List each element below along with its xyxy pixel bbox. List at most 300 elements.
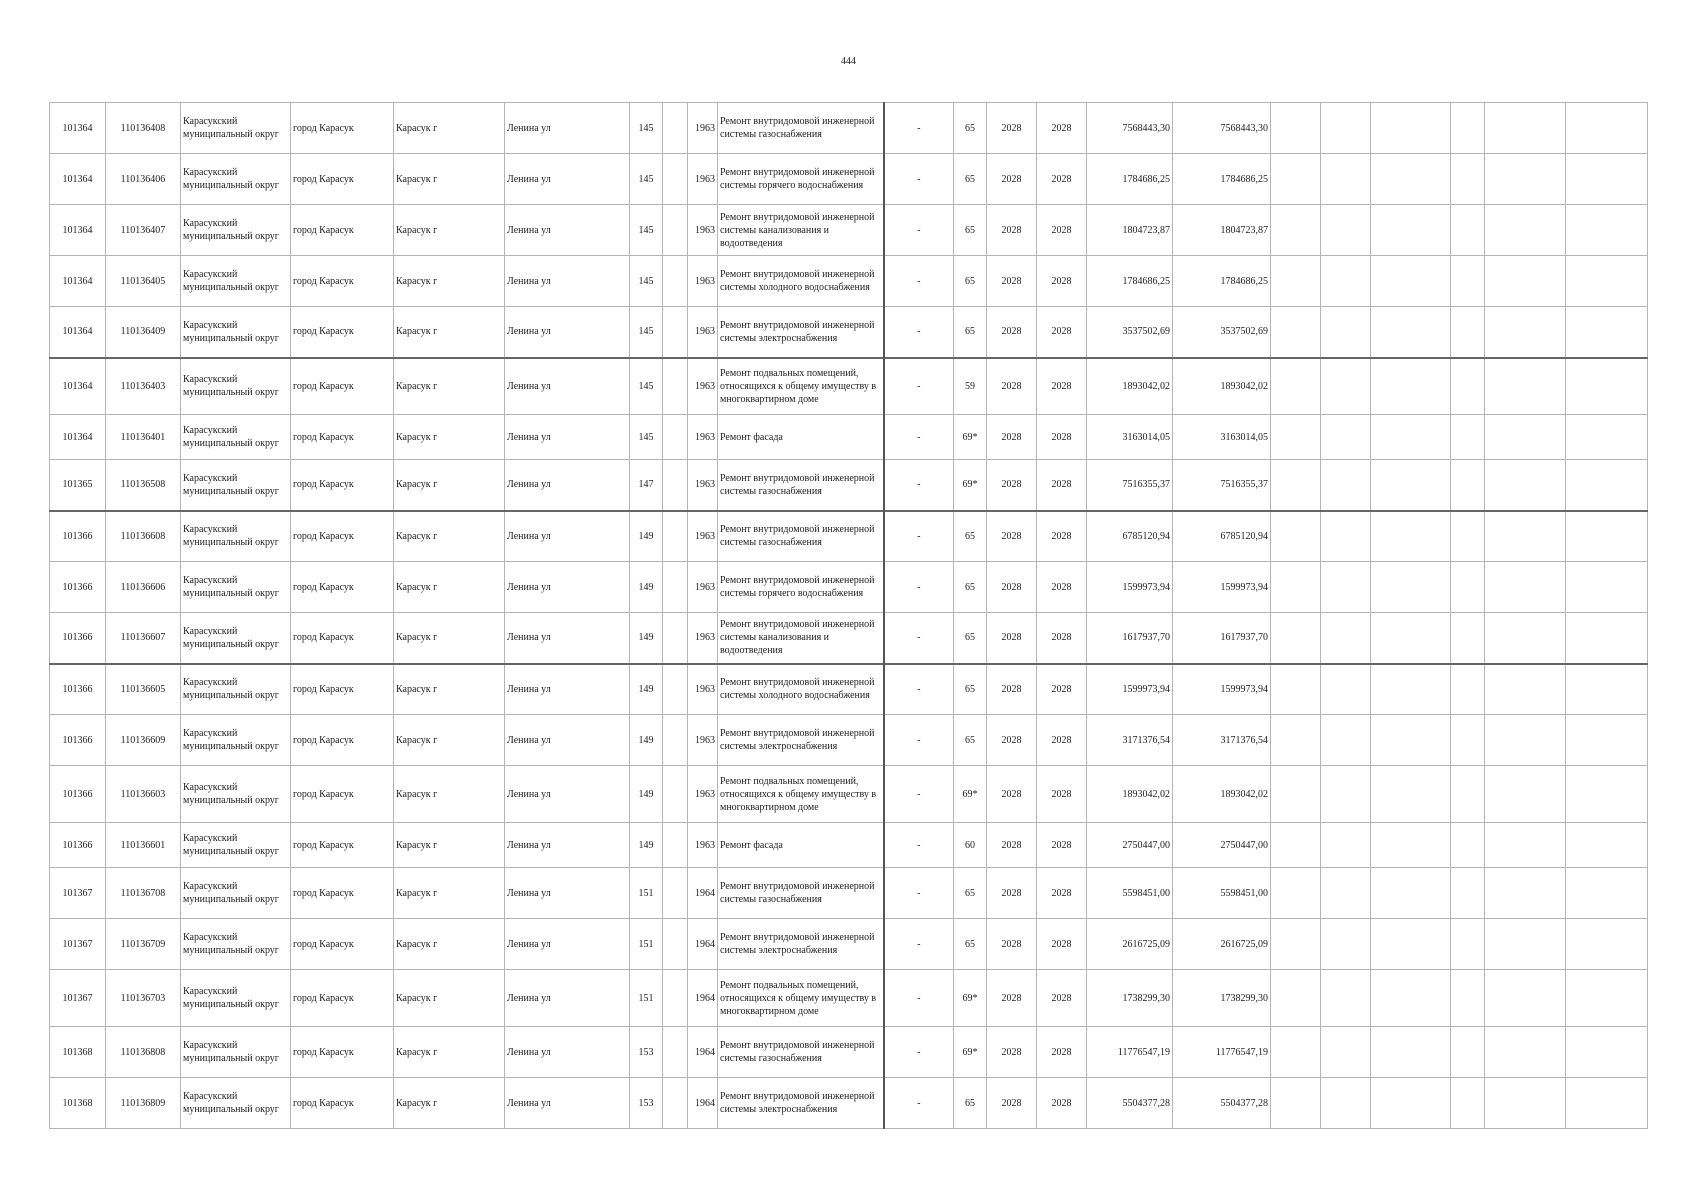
cell-empty: [1371, 970, 1451, 1027]
cell-year-end: 2028: [1037, 205, 1087, 256]
cell-house: 151: [630, 919, 663, 970]
cell-empty: [1566, 664, 1648, 715]
cell-settlement: город Карасук: [291, 664, 394, 715]
cell-work: Ремонт внутридомовой инженерной системы газоснабжения: [718, 103, 884, 154]
cell-empty: [1271, 511, 1321, 562]
cell-street: Ленина ул: [505, 766, 630, 823]
cell-street: Ленина ул: [505, 613, 630, 664]
cell-empty: [1451, 511, 1485, 562]
cell-empty: [1451, 766, 1485, 823]
cell-building: [663, 970, 688, 1027]
cell-empty: [1566, 613, 1648, 664]
cell-empty: [1271, 103, 1321, 154]
cell-locality: Карасук г: [394, 562, 505, 613]
cell-year-end: 2028: [1037, 460, 1087, 511]
cell-settlement: город Карасук: [291, 868, 394, 919]
cell-year-end: 2028: [1037, 103, 1087, 154]
cell-empty: [1451, 613, 1485, 664]
cell-year: 1963: [688, 460, 718, 511]
cell-empty: [1451, 256, 1485, 307]
cell-street: Ленина ул: [505, 103, 630, 154]
table-row: [50, 307, 1648, 358]
cell-total: 1893042,02: [1173, 358, 1271, 415]
table-row: [50, 256, 1648, 307]
cell-term: 65: [954, 715, 987, 766]
cell-code: 110136409: [106, 307, 181, 358]
cell-id: 101364: [50, 307, 106, 358]
cell-total: 1599973,94: [1173, 664, 1271, 715]
cell-empty: [1485, 664, 1566, 715]
cell-empty: [1321, 511, 1371, 562]
cell-year: 1964: [688, 1027, 718, 1078]
cell-locality: Карасук г: [394, 103, 505, 154]
cell-empty: [1566, 1078, 1648, 1129]
cell-year: 1963: [688, 256, 718, 307]
cell-cost: 1617937,70: [1087, 613, 1173, 664]
cell-empty: [1271, 766, 1321, 823]
cell-empty: [1321, 613, 1371, 664]
cell-empty: [1451, 715, 1485, 766]
cell-term: 65: [954, 103, 987, 154]
cell-municipality: Карасукский муниципальный округ: [181, 562, 291, 613]
cell-empty: [1371, 1027, 1451, 1078]
cell-empty: [1451, 868, 1485, 919]
cell-id: 101364: [50, 358, 106, 415]
cell-term: 59: [954, 358, 987, 415]
cell-empty: [1371, 358, 1451, 415]
cell-year: 1963: [688, 358, 718, 415]
cell-code: 110136607: [106, 613, 181, 664]
cell-term: 65: [954, 307, 987, 358]
cell-municipality: Карасукский муниципальный округ: [181, 205, 291, 256]
cell-total: 5504377,28: [1173, 1078, 1271, 1129]
cell-building: [663, 562, 688, 613]
cell-dash: -: [884, 415, 954, 460]
cell-year-end: 2028: [1037, 1078, 1087, 1129]
cell-cost: 1599973,94: [1087, 562, 1173, 613]
cell-settlement: город Карасук: [291, 1027, 394, 1078]
cell-street: Ленина ул: [505, 715, 630, 766]
cell-work: Ремонт фасада: [718, 415, 884, 460]
cell-building: [663, 154, 688, 205]
cell-empty: [1451, 307, 1485, 358]
cell-year-end: 2028: [1037, 562, 1087, 613]
cell-empty: [1371, 823, 1451, 868]
cell-code: 110136407: [106, 205, 181, 256]
cell-empty: [1271, 154, 1321, 205]
cell-empty: [1485, 613, 1566, 664]
table-row: [50, 415, 1648, 460]
cell-street: Ленина ул: [505, 664, 630, 715]
cell-empty: [1321, 205, 1371, 256]
cell-total: 1804723,87: [1173, 205, 1271, 256]
cell-id: 101364: [50, 103, 106, 154]
cell-building: [663, 205, 688, 256]
cell-house: 151: [630, 970, 663, 1027]
cell-year-start: 2028: [987, 664, 1037, 715]
cell-work: Ремонт фасада: [718, 823, 884, 868]
cell-year-start: 2028: [987, 511, 1037, 562]
cell-empty: [1271, 256, 1321, 307]
cell-municipality: Карасукский муниципальный округ: [181, 256, 291, 307]
table-row: [50, 460, 1648, 511]
cell-total: 1893042,02: [1173, 766, 1271, 823]
cell-empty: [1566, 823, 1648, 868]
cell-street: Ленина ул: [505, 970, 630, 1027]
cell-code: 110136508: [106, 460, 181, 511]
cell-municipality: Карасукский муниципальный округ: [181, 1078, 291, 1129]
cell-empty: [1485, 154, 1566, 205]
cell-year: 1963: [688, 562, 718, 613]
cell-dash: -: [884, 766, 954, 823]
cell-house: 147: [630, 460, 663, 511]
cell-empty: [1566, 460, 1648, 511]
cell-municipality: Карасукский муниципальный округ: [181, 766, 291, 823]
cell-year-start: 2028: [987, 868, 1037, 919]
cell-settlement: город Карасук: [291, 970, 394, 1027]
cell-year: 1963: [688, 205, 718, 256]
capital-repair-table: [49, 102, 1648, 1129]
cell-id: 101366: [50, 766, 106, 823]
cell-term: 69*: [954, 415, 987, 460]
cell-year-end: 2028: [1037, 511, 1087, 562]
cell-empty: [1451, 562, 1485, 613]
cell-year-end: 2028: [1037, 1027, 1087, 1078]
cell-house: 149: [630, 511, 663, 562]
cell-id: 101366: [50, 715, 106, 766]
cell-year-end: 2028: [1037, 664, 1087, 715]
cell-cost: 3163014,05: [1087, 415, 1173, 460]
cell-code: 110136809: [106, 1078, 181, 1129]
cell-house: 149: [630, 562, 663, 613]
cell-empty: [1566, 562, 1648, 613]
cell-street: Ленина ул: [505, 1027, 630, 1078]
cell-house: 145: [630, 415, 663, 460]
cell-municipality: Карасукский муниципальный округ: [181, 358, 291, 415]
cell-street: Ленина ул: [505, 1078, 630, 1129]
cell-work: Ремонт подвальных помещений, относящихся к общему имуществу в многоквартирном доме: [718, 970, 884, 1027]
cell-code: 110136708: [106, 868, 181, 919]
cell-year-end: 2028: [1037, 358, 1087, 415]
cell-empty: [1321, 766, 1371, 823]
cell-year: 1963: [688, 103, 718, 154]
cell-dash: -: [884, 511, 954, 562]
cell-total: 11776547,19: [1173, 1027, 1271, 1078]
cell-municipality: Карасукский муниципальный округ: [181, 823, 291, 868]
cell-dash: -: [884, 613, 954, 664]
cell-dash: -: [884, 868, 954, 919]
cell-building: [663, 613, 688, 664]
cell-year-end: 2028: [1037, 613, 1087, 664]
cell-id: 101366: [50, 823, 106, 868]
cell-settlement: город Карасук: [291, 307, 394, 358]
cell-building: [663, 103, 688, 154]
cell-year-end: 2028: [1037, 256, 1087, 307]
cell-year-end: 2028: [1037, 919, 1087, 970]
cell-building: [663, 1027, 688, 1078]
cell-code: 110136606: [106, 562, 181, 613]
cell-work: Ремонт внутридомовой инженерной системы газоснабжения: [718, 1027, 884, 1078]
cell-locality: Карасук г: [394, 460, 505, 511]
cell-year-end: 2028: [1037, 307, 1087, 358]
cell-empty: [1451, 1027, 1485, 1078]
cell-id: 101368: [50, 1078, 106, 1129]
cell-empty: [1566, 415, 1648, 460]
cell-empty: [1271, 868, 1321, 919]
cell-term: 65: [954, 154, 987, 205]
cell-empty: [1566, 256, 1648, 307]
table-row: [50, 103, 1648, 154]
cell-empty: [1371, 415, 1451, 460]
table-row: [50, 511, 1648, 562]
cell-dash: -: [884, 307, 954, 358]
cell-work: Ремонт внутридомовой инженерной системы горячего водоснабжения: [718, 154, 884, 205]
table-row: [50, 823, 1648, 868]
cell-term: 65: [954, 919, 987, 970]
cell-empty: [1271, 562, 1321, 613]
cell-settlement: город Карасук: [291, 919, 394, 970]
cell-street: Ленина ул: [505, 919, 630, 970]
cell-street: Ленина ул: [505, 562, 630, 613]
cell-building: [663, 715, 688, 766]
cell-empty: [1371, 103, 1451, 154]
cell-settlement: город Карасук: [291, 766, 394, 823]
cell-municipality: Карасукский муниципальный округ: [181, 664, 291, 715]
cell-work: Ремонт подвальных помещений, относящихся к общему имуществу в многоквартирном доме: [718, 358, 884, 415]
cell-year: 1963: [688, 664, 718, 715]
table-row: [50, 1078, 1648, 1129]
cell-settlement: город Карасук: [291, 256, 394, 307]
cell-empty: [1451, 460, 1485, 511]
cell-locality: Карасук г: [394, 415, 505, 460]
cell-building: [663, 358, 688, 415]
cell-house: 149: [630, 766, 663, 823]
cell-cost: 3537502,69: [1087, 307, 1173, 358]
cell-cost: 5598451,00: [1087, 868, 1173, 919]
cell-empty: [1451, 103, 1485, 154]
cell-year: 1963: [688, 307, 718, 358]
cell-year: 1963: [688, 511, 718, 562]
cell-municipality: Карасукский муниципальный округ: [181, 868, 291, 919]
cell-empty: [1566, 919, 1648, 970]
cell-empty: [1451, 205, 1485, 256]
cell-year-end: 2028: [1037, 868, 1087, 919]
cell-building: [663, 868, 688, 919]
cell-settlement: город Карасук: [291, 823, 394, 868]
cell-code: 110136405: [106, 256, 181, 307]
cell-term: 65: [954, 868, 987, 919]
cell-municipality: Карасукский муниципальный округ: [181, 970, 291, 1027]
cell-empty: [1271, 307, 1321, 358]
cell-cost: 1599973,94: [1087, 664, 1173, 715]
cell-empty: [1566, 970, 1648, 1027]
cell-year-start: 2028: [987, 415, 1037, 460]
cell-empty: [1371, 766, 1451, 823]
cell-empty: [1321, 103, 1371, 154]
cell-year-start: 2028: [987, 562, 1037, 613]
cell-year-end: 2028: [1037, 766, 1087, 823]
cell-house: 145: [630, 307, 663, 358]
cell-settlement: город Карасук: [291, 1078, 394, 1129]
cell-id: 101364: [50, 205, 106, 256]
cell-empty: [1371, 919, 1451, 970]
cell-settlement: город Карасук: [291, 715, 394, 766]
cell-id: 101365: [50, 460, 106, 511]
cell-building: [663, 256, 688, 307]
table-row: [50, 715, 1648, 766]
cell-empty: [1271, 664, 1321, 715]
cell-empty: [1271, 613, 1321, 664]
cell-year: 1963: [688, 766, 718, 823]
cell-empty: [1271, 1078, 1321, 1129]
cell-year: 1964: [688, 970, 718, 1027]
cell-house: 145: [630, 103, 663, 154]
cell-settlement: город Карасук: [291, 358, 394, 415]
cell-settlement: город Карасук: [291, 154, 394, 205]
cell-empty: [1271, 1027, 1321, 1078]
cell-cost: 5504377,28: [1087, 1078, 1173, 1129]
cell-house: 149: [630, 823, 663, 868]
cell-cost: 7568443,30: [1087, 103, 1173, 154]
cell-code: 110136605: [106, 664, 181, 715]
cell-work: Ремонт внутридомовой инженерной системы канализования и водоотведения: [718, 613, 884, 664]
cell-dash: -: [884, 460, 954, 511]
cell-id: 101364: [50, 256, 106, 307]
cell-total: 1784686,25: [1173, 256, 1271, 307]
cell-municipality: Карасукский муниципальный округ: [181, 511, 291, 562]
cell-house: 145: [630, 358, 663, 415]
cell-dash: -: [884, 154, 954, 205]
cell-year-start: 2028: [987, 970, 1037, 1027]
cell-cost: 1738299,30: [1087, 970, 1173, 1027]
cell-empty: [1566, 715, 1648, 766]
cell-code: 110136608: [106, 511, 181, 562]
cell-street: Ленина ул: [505, 511, 630, 562]
cell-code: 110136603: [106, 766, 181, 823]
cell-year-end: 2028: [1037, 715, 1087, 766]
cell-cost: 1784686,25: [1087, 154, 1173, 205]
table-row: [50, 562, 1648, 613]
cell-empty: [1321, 307, 1371, 358]
cell-work: Ремонт внутридомовой инженерной системы газоснабжения: [718, 511, 884, 562]
cell-municipality: Карасукский муниципальный округ: [181, 103, 291, 154]
cell-locality: Карасук г: [394, 205, 505, 256]
cell-work: Ремонт внутридомовой инженерной системы холодного водоснабжения: [718, 256, 884, 307]
cell-empty: [1371, 562, 1451, 613]
cell-municipality: Карасукский муниципальный округ: [181, 919, 291, 970]
cell-dash: -: [884, 664, 954, 715]
cell-empty: [1485, 970, 1566, 1027]
cell-street: Ленина ул: [505, 415, 630, 460]
cell-empty: [1321, 664, 1371, 715]
cell-street: Ленина ул: [505, 358, 630, 415]
cell-empty: [1271, 919, 1321, 970]
cell-work: Ремонт внутридомовой инженерной системы электроснабжения: [718, 1078, 884, 1129]
cell-empty: [1566, 868, 1648, 919]
cell-empty: [1451, 970, 1485, 1027]
cell-cost: 1784686,25: [1087, 256, 1173, 307]
cell-locality: Карасук г: [394, 766, 505, 823]
cell-locality: Карасук г: [394, 664, 505, 715]
cell-empty: [1451, 823, 1485, 868]
cell-municipality: Карасукский муниципальный округ: [181, 307, 291, 358]
cell-term: 60: [954, 823, 987, 868]
cell-year: 1964: [688, 919, 718, 970]
cell-work: Ремонт внутридомовой инженерной системы горячего водоснабжения: [718, 562, 884, 613]
cell-municipality: Карасукский муниципальный округ: [181, 415, 291, 460]
cell-empty: [1485, 205, 1566, 256]
cell-house: 145: [630, 205, 663, 256]
cell-municipality: Карасукский муниципальный округ: [181, 1027, 291, 1078]
cell-locality: Карасук г: [394, 1027, 505, 1078]
cell-term: 65: [954, 562, 987, 613]
cell-empty: [1451, 415, 1485, 460]
cell-total: 6785120,94: [1173, 511, 1271, 562]
cell-work: Ремонт подвальных помещений, относящихся к общему имуществу в многоквартирном доме: [718, 766, 884, 823]
cell-locality: Карасук г: [394, 970, 505, 1027]
cell-term: 69*: [954, 1027, 987, 1078]
cell-dash: -: [884, 256, 954, 307]
cell-empty: [1271, 823, 1321, 868]
cell-total: 3171376,54: [1173, 715, 1271, 766]
table-row: [50, 970, 1648, 1027]
cell-empty: [1371, 1078, 1451, 1129]
cell-code: 110136808: [106, 1027, 181, 1078]
cell-empty: [1485, 1027, 1566, 1078]
cell-total: 3163014,05: [1173, 415, 1271, 460]
cell-house: 149: [630, 613, 663, 664]
cell-total: 1738299,30: [1173, 970, 1271, 1027]
cell-empty: [1371, 868, 1451, 919]
table-row: [50, 664, 1648, 715]
cell-empty: [1371, 154, 1451, 205]
cell-cost: 3171376,54: [1087, 715, 1173, 766]
cell-term: 69*: [954, 970, 987, 1027]
cell-house: 145: [630, 154, 663, 205]
cell-year-start: 2028: [987, 715, 1037, 766]
cell-term: 65: [954, 613, 987, 664]
cell-cost: 1804723,87: [1087, 205, 1173, 256]
cell-empty: [1485, 715, 1566, 766]
cell-locality: Карасук г: [394, 823, 505, 868]
cell-total: 1617937,70: [1173, 613, 1271, 664]
cell-id: 101368: [50, 1027, 106, 1078]
cell-empty: [1321, 1078, 1371, 1129]
table-row: [50, 205, 1648, 256]
cell-work: Ремонт внутридомовой инженерной системы электроснабжения: [718, 919, 884, 970]
cell-year: 1964: [688, 1078, 718, 1129]
cell-building: [663, 511, 688, 562]
cell-empty: [1271, 358, 1321, 415]
cell-empty: [1485, 1078, 1566, 1129]
cell-cost: 6785120,94: [1087, 511, 1173, 562]
cell-house: 151: [630, 868, 663, 919]
cell-empty: [1485, 919, 1566, 970]
cell-municipality: Карасукский муниципальный округ: [181, 613, 291, 664]
cell-cost: 11776547,19: [1087, 1027, 1173, 1078]
cell-year-start: 2028: [987, 256, 1037, 307]
cell-year-start: 2028: [987, 358, 1037, 415]
cell-empty: [1485, 103, 1566, 154]
cell-locality: Карасук г: [394, 715, 505, 766]
cell-empty: [1371, 664, 1451, 715]
cell-term: 69*: [954, 460, 987, 511]
cell-settlement: город Карасук: [291, 613, 394, 664]
cell-empty: [1566, 205, 1648, 256]
cell-empty: [1566, 766, 1648, 823]
cell-locality: Карасук г: [394, 1078, 505, 1129]
cell-municipality: Карасукский муниципальный округ: [181, 460, 291, 511]
